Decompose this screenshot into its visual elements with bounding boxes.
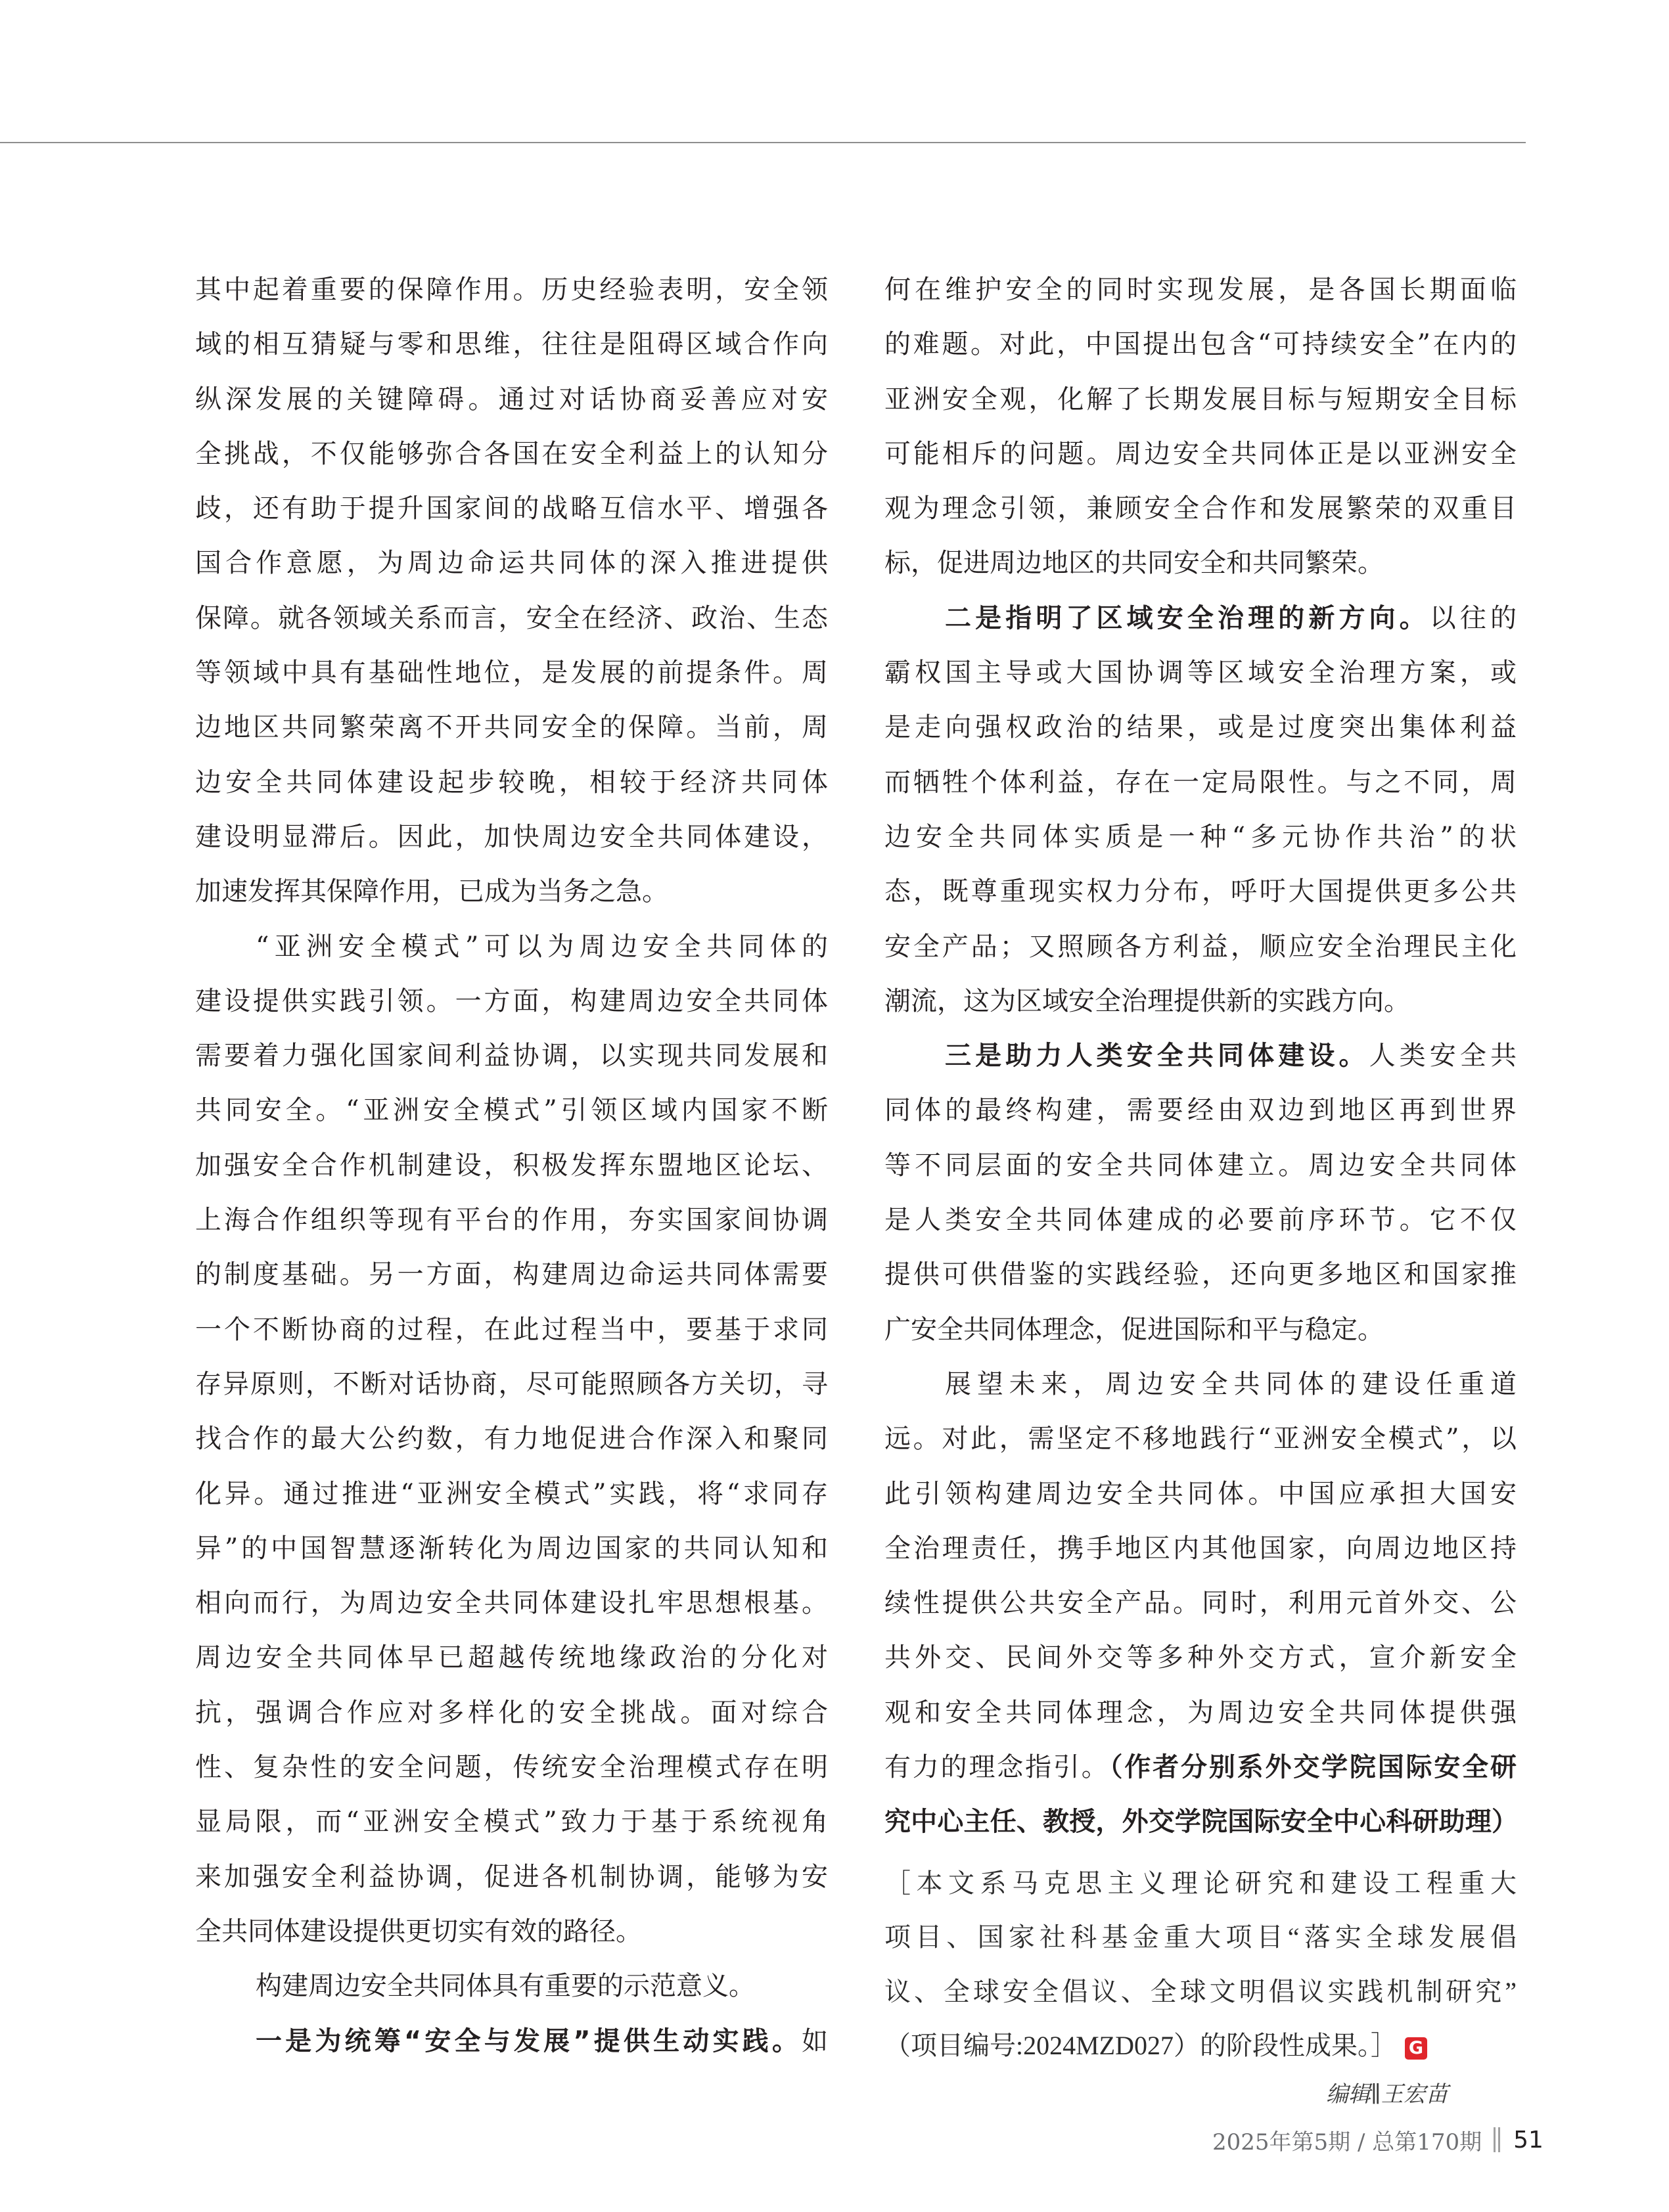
- section-heading: 三是助力人类安全共同体建设。: [945, 1041, 1369, 1072]
- text-line: 霸权国主导或大国协调等区域安全治理方案，或: [884, 658, 1517, 688]
- text-line: 存异原则，不断对话协商，尽可能照顾各方关切，寻: [195, 1368, 828, 1399]
- text-line: 边地区共同繁荣离不开共同安全的保障。当前，周: [195, 712, 828, 743]
- text-line: [884, 591, 1517, 646]
- text-line: 保障。就各领域关系而言，安全在经济、政治、生态: [195, 602, 828, 633]
- text-line: 边安全共同体建设起步较晚，相较于经济共同体: [195, 767, 828, 798]
- text-line: [195, 2014, 828, 2069]
- text-line: 异”的中国智慧逐渐转化为周边国家的共同认知和: [195, 1533, 828, 1564]
- page-number: 51: [1513, 2126, 1543, 2154]
- funding-note-line: ［本文系马克思主义理论研究和建设工程重大: [884, 1868, 1517, 1898]
- text-line: 共外交、民间外交等多种外交方式，宣介新安全: [884, 1642, 1517, 1673]
- text-line: 纵深发展的关键障碍。通过对话协商妥善应对安: [195, 384, 828, 415]
- text-line: 潮流，这为区域安全治理提供新的实践方向。: [884, 985, 1410, 1016]
- text-line: 国合作意愿，为周边命运共同体的深入推进提供: [195, 548, 828, 579]
- text-line: 态，既尊重现实权力分布，呼吁大国提供更多公共: [884, 876, 1517, 907]
- page-separator: [1494, 2127, 1500, 2152]
- text-line: 构建周边安全共同体具有重要的示范意义。: [256, 1971, 755, 2002]
- author-note: 究中心主任、教授，外交学院国际安全中心科研助理）: [884, 1807, 1517, 1838]
- text-line: 抗，强调合作应对多样化的安全挑战。面对综合: [195, 1697, 828, 1728]
- funding-note-line: 议、全球安全倡议、全球文明倡议实践机制研究”: [884, 1976, 1517, 2006]
- text-line: [884, 1740, 1517, 1795]
- text-line: 等领域中具有基础性地位，是发展的前提条件。周: [195, 658, 828, 688]
- text-line: 观和安全共同体理念，为周边安全共同体提供强: [884, 1697, 1517, 1728]
- text-line: 共同安全。“亚洲安全模式”引领区域内国家不断: [195, 1095, 828, 1126]
- funding-note: [884, 1857, 1517, 2073]
- text-line: 等不同层面的安全共同体建立。周边安全共同体: [884, 1150, 1517, 1181]
- section-heading: 一是为统筹“安全与发展”提供生动实践。: [256, 2025, 802, 2056]
- text-line: 全共同体建设提供更切实有效的路径。: [195, 1916, 642, 1947]
- text-line: 周边安全共同体早已超越传统地缘政治的分化对: [195, 1642, 828, 1673]
- text-line: 同体的最终构建，需要经由双边到地区再到世界: [884, 1095, 1517, 1126]
- text-line: 是人类安全共同体建成的必要前序环节。它不仅: [884, 1205, 1517, 1236]
- text-line: 建设明显滞后。因此，加快周边安全共同体建设，: [195, 821, 828, 852]
- text-line: 是走向强权政治的结果，或是过度突出集体利益: [884, 712, 1517, 743]
- text-line: 性、复杂性的安全问题，传统安全治理模式存在明: [195, 1752, 828, 1783]
- text-line: 上海合作组织等现有平台的作用，夯实国家间协调: [195, 1205, 828, 1236]
- editor-credit: 编辑∥王宏苗: [1326, 2081, 1448, 2108]
- text-line: 来加强安全利益协调，促进各机制协调，能够为安: [195, 1861, 828, 1892]
- text-line: 安全产品；又照顾各方利益，顺应安全治理民主化: [884, 931, 1517, 962]
- text-line: 显局限，而“亚洲安全模式”致力于基于系统视角: [195, 1807, 828, 1838]
- left-column: [195, 263, 828, 2069]
- section-heading: 二是指明了区域安全治理的新方向。: [945, 602, 1430, 633]
- text-line: 需要着力强化国家间利益协调，以实现共同发展和: [195, 1041, 828, 1072]
- issue-info: 2025年第5期 / 总第170期: [1212, 2129, 1482, 2156]
- text-line: 相向而行，为周边安全共同体建设扎牢思想根基。: [195, 1588, 828, 1619]
- text-line: [884, 1795, 1517, 1849]
- text-line: 远。对此，需坚定不移地践行“亚洲安全模式”，以: [884, 1424, 1517, 1455]
- text-run: 有力的理念指引。: [884, 1752, 1110, 1783]
- text-line: 加速发挥其保障作用，已成为当务之急。: [195, 876, 668, 907]
- text-run: 以往的: [1429, 602, 1517, 633]
- text-run: 人类安全共: [1369, 1041, 1517, 1072]
- text-line: 标，促进周边地区的共同安全和共同繁荣。: [884, 548, 1384, 579]
- text-line: 域的相互猜疑与零和思维，往往是阻碍区域合作向: [195, 329, 828, 360]
- text-line: 续性提供公共安全产品。同时，利用元首外交、公: [884, 1588, 1517, 1619]
- text-line: 提供可供借鉴的实践经验，还向更多地区和国家推: [884, 1259, 1517, 1290]
- text-line: 展望未来，周边安全共同体的建设任重道: [945, 1368, 1517, 1399]
- text-line: 建设提供实践引领。一方面，构建周边安全共同体: [195, 985, 828, 1016]
- text-line: 可能相斥的问题。周边安全共同体正是以亚洲安全: [884, 438, 1517, 469]
- author-note: （作者分别系外交学院国际安全研: [1109, 1752, 1517, 1783]
- text-line: 边安全共同体实质是一种“多元协作共治”的状: [884, 821, 1517, 852]
- text-line: 其中起着重要的保障作用。历史经验表明，安全领: [195, 275, 828, 305]
- header-rule: [0, 142, 1526, 143]
- text-line: 广安全共同体理念，促进国际和平与稳定。: [884, 1314, 1384, 1345]
- page-footer: [1212, 2125, 1543, 2155]
- right-column: [884, 263, 1517, 2073]
- text-line: 观为理念引领，兼顾安全合作和发展繁荣的双重目: [884, 493, 1517, 524]
- text-line: 全挑战，不仅能够弥合各国在安全利益上的认知分: [195, 438, 828, 469]
- text-line: 的难题。对此，中国提出包含“可持续安全”在内的: [884, 329, 1517, 360]
- text-line: 找合作的最大公约数，有力地促进合作深入和聚同: [195, 1424, 828, 1455]
- funding-note-line: [884, 2019, 1517, 2073]
- end-mark-icon: G: [1405, 2037, 1427, 2060]
- text-line: 何在维护安全的同时实现发展，是各国长期面临: [884, 275, 1517, 305]
- text-line: 歧，还有助于提升国家间的战略互信水平、增强各: [195, 493, 828, 524]
- text-line: 一个不断协商的过程，在此过程当中，要基于求同: [195, 1314, 828, 1345]
- text-line: 加强安全合作机制建设，积极发挥东盟地区论坛、: [195, 1150, 828, 1181]
- funding-note-line: 项目、国家社科基金重大项目“落实全球发展倡: [884, 1922, 1517, 1952]
- text-line: 此引领构建周边安全共同体。中国应承担大国安: [884, 1478, 1517, 1509]
- text-run: 如: [802, 2025, 828, 2056]
- text-line: 全治理责任，携手地区内其他国家，向周边地区持: [884, 1533, 1517, 1564]
- text-line: 化异。通过推进“亚洲安全模式”实践，将“求同存: [195, 1478, 828, 1509]
- text-run: （项目编号:2024MZD027）的阶段性成果。］: [884, 2031, 1397, 2061]
- text-line: 而牺牲个体利益，存在一定局限性。与之不同，周: [884, 767, 1517, 798]
- text-line: [884, 1029, 1517, 1083]
- text-line: “亚洲安全模式”可以为周边安全共同体的: [256, 931, 828, 962]
- text-line: 的制度基础。另一方面，构建周边命运共同体需要: [195, 1259, 828, 1290]
- text-line: 亚洲安全观，化解了长期发展目标与短期安全目标: [884, 384, 1517, 415]
